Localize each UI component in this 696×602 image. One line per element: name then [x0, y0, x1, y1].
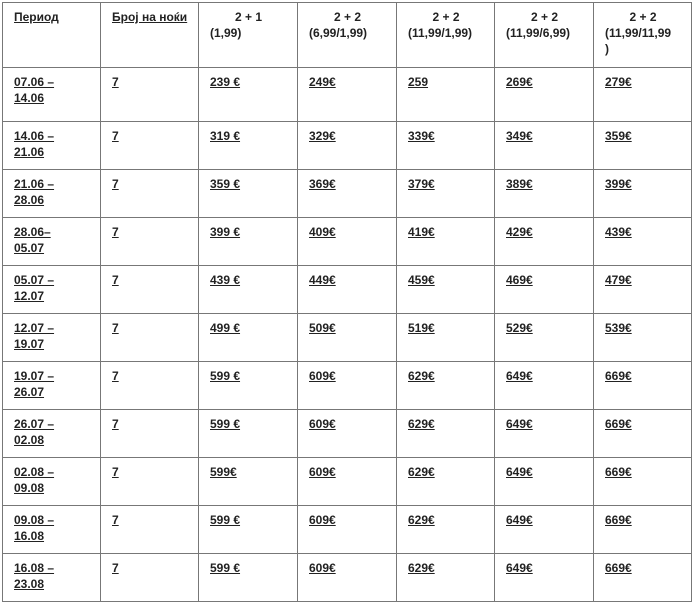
nights-value: 7	[112, 75, 119, 89]
price-value: 339€	[408, 129, 435, 143]
nights-value: 7	[112, 561, 119, 575]
price-value: 359€	[605, 129, 632, 143]
price-cell	[594, 554, 692, 602]
period-start: 02.08 –	[14, 465, 55, 479]
price-cell	[199, 266, 298, 314]
period-cell	[3, 410, 101, 458]
nights-value: 7	[112, 321, 119, 335]
period-cell	[3, 362, 101, 410]
period-end: 19.07	[14, 337, 45, 351]
price-cell	[495, 554, 594, 602]
price-value: 649€	[506, 561, 533, 575]
period-end: 26.07	[14, 385, 45, 399]
price-cell	[495, 458, 594, 506]
nights-cell	[101, 218, 199, 266]
nights-cell	[101, 554, 199, 602]
price-cell	[298, 170, 397, 218]
price-value: 499 €	[210, 321, 241, 335]
header-child-prices: (11,99/1,99)	[408, 26, 473, 40]
period-cell	[3, 314, 101, 362]
nights-value: 7	[112, 177, 119, 191]
nights-cell	[101, 122, 199, 170]
price-value: 629€	[408, 561, 435, 575]
period-start: 07.06 –	[14, 75, 55, 89]
price-cell	[397, 170, 495, 218]
period-end: 14.06	[14, 91, 45, 105]
period-start: 09.08 –	[14, 513, 55, 527]
price-value: 379€	[408, 177, 435, 191]
period-cell	[3, 68, 101, 122]
nights-cell	[101, 458, 199, 506]
price-cell	[397, 218, 495, 266]
price-value: 389€	[506, 177, 533, 191]
price-cell	[594, 266, 692, 314]
period-cell	[3, 170, 101, 218]
price-value: 449€	[309, 273, 336, 287]
price-cell	[298, 314, 397, 362]
price-value: 279€	[605, 75, 632, 89]
price-cell	[594, 314, 692, 362]
price-value: 629€	[408, 465, 435, 479]
price-value: 239 €	[210, 75, 241, 89]
nights-value: 7	[112, 273, 119, 287]
price-cell	[594, 362, 692, 410]
price-cell	[594, 410, 692, 458]
nights-cell	[101, 68, 199, 122]
price-cell	[594, 122, 692, 170]
header-price-col-2	[298, 3, 397, 68]
price-value: 359 €	[210, 177, 241, 191]
price-value: 439 €	[210, 273, 241, 287]
header-occupancy: 2 + 2	[629, 10, 657, 24]
period-start: 05.07 –	[14, 273, 55, 287]
price-cell	[298, 506, 397, 554]
price-value: 519€	[408, 321, 435, 335]
header-child-prices: (11,99/11,99 )	[605, 26, 672, 56]
price-value: 509€	[309, 321, 336, 335]
price-value: 649€	[506, 369, 533, 383]
price-cell	[397, 314, 495, 362]
period-start: 16.08 –	[14, 561, 55, 575]
price-cell	[298, 458, 397, 506]
price-cell	[397, 122, 495, 170]
price-cell	[397, 458, 495, 506]
period-end: 28.06	[14, 193, 45, 207]
price-cell	[495, 122, 594, 170]
header-row	[3, 3, 692, 68]
period-cell	[3, 122, 101, 170]
price-cell	[397, 554, 495, 602]
table-body	[3, 68, 692, 602]
price-value: 429€	[506, 225, 533, 239]
price-value: 419€	[408, 225, 435, 239]
price-value: 529€	[506, 321, 533, 335]
price-cell	[298, 68, 397, 122]
price-cell	[298, 554, 397, 602]
price-value: 319 €	[210, 129, 241, 143]
price-value: 609€	[309, 417, 336, 431]
price-value: 609€	[309, 369, 336, 383]
price-value: 599 €	[210, 513, 241, 527]
price-cell	[199, 314, 298, 362]
price-cell	[495, 68, 594, 122]
nights-value: 7	[112, 513, 119, 527]
price-cell	[594, 218, 692, 266]
price-value: 609€	[309, 561, 336, 575]
price-value: 599 €	[210, 561, 241, 575]
price-value: 649€	[506, 513, 533, 527]
price-value: 599 €	[210, 417, 241, 431]
price-value: 599 €	[210, 369, 241, 383]
header-price-col-1	[199, 3, 298, 68]
period-end: 21.06	[14, 145, 45, 159]
price-value: 259	[408, 75, 429, 89]
price-cell	[199, 122, 298, 170]
header-occupancy: 2 + 2	[333, 10, 362, 24]
price-cell	[298, 266, 397, 314]
period-end: 12.07	[14, 289, 45, 303]
price-value: 369€	[309, 177, 336, 191]
header-occupancy: 2 + 1	[234, 10, 263, 24]
header-price-col-4	[495, 3, 594, 68]
price-value: 599€	[210, 465, 237, 479]
period-start: 12.07 –	[14, 321, 55, 335]
table-row	[3, 218, 692, 266]
price-value: 469€	[506, 273, 533, 287]
price-cell	[397, 410, 495, 458]
price-value: 249€	[309, 75, 336, 89]
price-value: 649€	[506, 465, 533, 479]
price-cell	[495, 506, 594, 554]
price-cell	[199, 506, 298, 554]
price-cell	[298, 218, 397, 266]
table-row	[3, 68, 692, 122]
price-cell	[594, 170, 692, 218]
price-cell	[495, 170, 594, 218]
table-row	[3, 266, 692, 314]
price-cell	[495, 410, 594, 458]
price-cell	[397, 506, 495, 554]
price-cell	[199, 170, 298, 218]
price-value: 269€	[506, 75, 533, 89]
period-end: 05.07	[14, 241, 45, 255]
price-table	[2, 2, 692, 602]
period-end: 16.08	[14, 529, 45, 543]
price-cell	[594, 458, 692, 506]
price-value: 399€	[605, 177, 632, 191]
price-cell	[199, 68, 298, 122]
price-value: 329€	[309, 129, 336, 143]
header-occupancy: 2 + 2	[432, 10, 460, 24]
table-row	[3, 554, 692, 602]
nights-value: 7	[112, 417, 119, 431]
period-cell	[3, 218, 101, 266]
price-cell	[199, 458, 298, 506]
price-value: 609€	[309, 513, 336, 527]
price-cell	[397, 362, 495, 410]
nights-value: 7	[112, 369, 119, 383]
period-start: 19.07 –	[14, 369, 55, 383]
period-start: 14.06 –	[14, 129, 55, 143]
price-value: 669€	[605, 465, 632, 479]
header-occupancy: 2 + 2	[530, 10, 559, 24]
table-row	[3, 314, 692, 362]
price-cell	[199, 554, 298, 602]
price-cell	[594, 506, 692, 554]
header-price-col-5	[594, 3, 692, 68]
price-value: 399 €	[210, 225, 241, 239]
price-value: 629€	[408, 513, 435, 527]
period-cell	[3, 266, 101, 314]
price-cell	[199, 410, 298, 458]
price-value: 349€	[506, 129, 533, 143]
nights-cell	[101, 362, 199, 410]
table-header	[3, 3, 692, 68]
period-end: 23.08	[14, 577, 45, 591]
table-row	[3, 362, 692, 410]
price-value: 539€	[605, 321, 632, 335]
table-row	[3, 170, 692, 218]
nights-value: 7	[112, 129, 119, 143]
header-price-col-3	[397, 3, 495, 68]
price-cell	[199, 218, 298, 266]
price-value: 669€	[605, 561, 632, 575]
period-end: 09.08	[14, 481, 45, 495]
table-row	[3, 458, 692, 506]
period-start: 26.07 –	[14, 417, 55, 431]
price-value: 669€	[605, 369, 632, 383]
period-start: 21.06 –	[14, 177, 55, 191]
price-cell	[495, 218, 594, 266]
table-row	[3, 122, 692, 170]
header-child-prices: (6,99/1,99)	[309, 26, 368, 40]
period-cell	[3, 458, 101, 506]
nights-cell	[101, 410, 199, 458]
price-cell	[397, 68, 495, 122]
header-nights: Број на ноќи	[101, 3, 199, 68]
nights-cell	[101, 170, 199, 218]
price-value: 669€	[605, 417, 632, 431]
price-value: 609€	[309, 465, 336, 479]
price-cell	[594, 68, 692, 122]
price-value: 629€	[408, 369, 435, 383]
price-value: 649€	[506, 417, 533, 431]
header-period: Период	[3, 3, 101, 68]
header-child-prices: (11,99/6,99)	[506, 26, 571, 40]
price-value: 629€	[408, 417, 435, 431]
table-row	[3, 410, 692, 458]
header-child-prices: (1,99)	[210, 26, 242, 40]
price-cell	[298, 410, 397, 458]
period-end: 02.08	[14, 433, 45, 447]
price-value: 409€	[309, 225, 336, 239]
table-row	[3, 506, 692, 554]
nights-cell	[101, 266, 199, 314]
price-cell	[199, 362, 298, 410]
price-cell	[495, 266, 594, 314]
nights-value: 7	[112, 465, 119, 479]
nights-cell	[101, 506, 199, 554]
period-start: 28.06–	[14, 225, 51, 239]
price-cell	[495, 314, 594, 362]
price-value: 459€	[408, 273, 435, 287]
price-value: 439€	[605, 225, 632, 239]
period-cell	[3, 554, 101, 602]
nights-value: 7	[112, 225, 119, 239]
price-cell	[495, 362, 594, 410]
price-value: 479€	[605, 273, 632, 287]
price-value: 669€	[605, 513, 632, 527]
price-cell	[298, 122, 397, 170]
price-cell	[298, 362, 397, 410]
price-cell	[397, 266, 495, 314]
nights-cell	[101, 314, 199, 362]
period-cell	[3, 506, 101, 554]
